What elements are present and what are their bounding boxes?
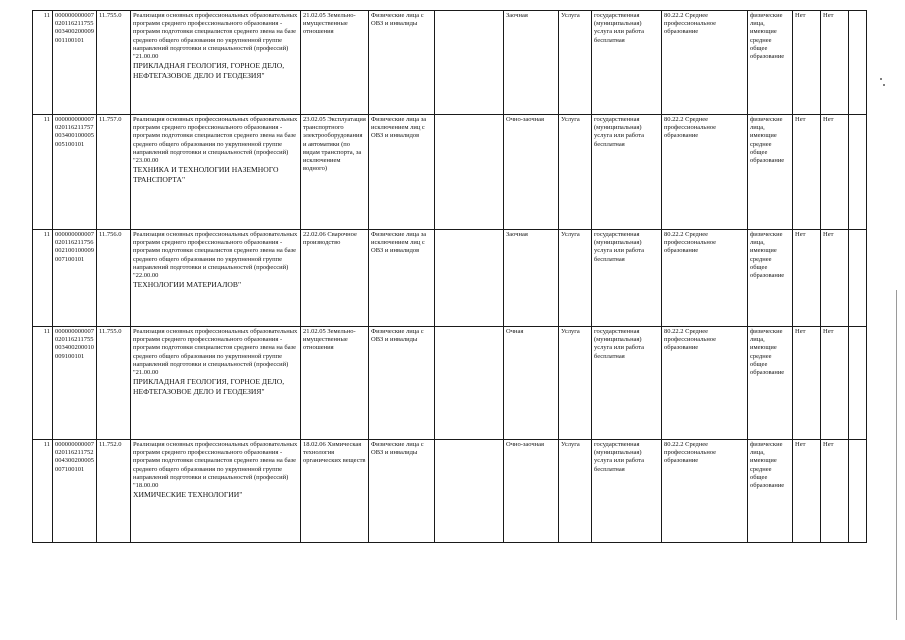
description-caps: ТЕХНОЛОГИИ МАТЕРИАЛОВ" [133,280,242,290]
description-text: Реализация основных профессиональных образовательных программ среднего профессионального образования - программ подготовки специалистов среднего звена на базе среднего общего образования по укрупненной группе направлений подготовки и специальностей (профессий) "21.00.00 [133,328,298,377]
description-text: Реализация основных профессиональных образовательных программ среднего профессионального образования - программ подготовки специалистов среднего звена на базе среднего общего образования по укрупненной группе направлений подготовки и специальностей (профессий) "23.00.00 [133,116,298,165]
consumers: физические лица, имеющие среднее общее образование [748,440,793,543]
scan-speck [883,84,885,86]
indicator-code: 11.752.0 [97,440,131,543]
consumers: физические лица, имеющие среднее общее образование [748,230,793,327]
scan-speck [880,78,882,80]
description-caps: ПРИКЛАДНАЯ ГЕОЛОГИЯ, ГОРНОЕ ДЕЛО, НЕФТЕГАЗОВОЕ ДЕЛО И ГЕОДЕЗИЯ" [133,377,285,397]
consumer-category: Физические лица с ОВЗ и инвалиды [369,327,435,440]
specialty: 21.02.05 Земельно-имущественные отношения [301,11,369,115]
study-form: Очная [504,327,559,440]
consumers: физические лица, имеющие среднее общее образование [748,327,793,440]
empty-cell [435,230,504,327]
payment-basis: государственная (муниципальная) услуга или работа бесплатная [592,327,662,440]
flag-2: Нет [821,327,849,440]
registry-code: 000000000007020116211755003400200009001100101 [53,11,97,115]
consumers: физические лица, имеющие среднее общее образование [748,11,793,115]
program-description [131,327,301,440]
consumer-category: Физические лица с ОВЗ и инвалиды [369,11,435,115]
description-caps: ПРИКЛАДНАЯ ГЕОЛОГИЯ, ГОРНОЕ ДЕЛО, НЕФТЕГАЗОВОЕ ДЕЛО И ГЕОДЕЗИЯ" [133,61,285,81]
table-row [33,327,867,440]
program-description [131,115,301,230]
row-number: 11 [33,327,53,440]
flag-1: Нет [793,115,821,230]
service-type: Услуга [559,230,592,327]
consumer-category: Физические лица за исключением лиц с ОВЗ и инвалидов [369,230,435,327]
flag-2: Нет [821,11,849,115]
specialty: 22.02.06 Сварочное производство [301,230,369,327]
service-type: Услуга [559,327,592,440]
empty-cell [849,440,867,543]
study-form: Заочная [504,11,559,115]
flag-2: Нет [821,230,849,327]
okved-activity: 80.22.2 Среднее профессиональное образование [662,11,748,115]
description-text: Реализация основных профессиональных образовательных программ среднего профессионального образования - программ подготовки специалистов среднего звена на базе среднего общего образования по укрупненной группе направлений подготовки и специальностей (профессий) "21.00.00 [133,12,298,61]
okved-activity: 80.22.2 Среднее профессиональное образование [662,115,748,230]
specialty: 21.02.05 Земельно-имущественные отношения [301,327,369,440]
program-description [131,11,301,115]
payment-basis: государственная (муниципальная) услуга или работа бесплатная [592,11,662,115]
program-description [131,440,301,543]
registry-code: 000000000007020116211757003400100005005100101 [53,115,97,230]
empty-cell [435,115,504,230]
registry-code: 000000000007020116211755003400200010009100101 [53,327,97,440]
service-type: Услуга [559,11,592,115]
study-form: Очно-заочная [504,115,559,230]
row-number: 11 [33,115,53,230]
specialty: 23.02.05 Эксплуатация транспортного электрооборудования и автоматики (по видам транспорта, за исключением водного) [301,115,369,230]
empty-cell [849,115,867,230]
indicator-code: 11.757.0 [97,115,131,230]
okved-activity: 80.22.2 Среднее профессиональное образование [662,440,748,543]
description-caps: ХИМИЧЕСКИЕ ТЕХНОЛОГИИ" [133,490,243,500]
flag-1: Нет [793,440,821,543]
description-text: Реализация основных профессиональных образовательных программ среднего профессионального образования - программ подготовки специалистов среднего звена на базе среднего общего образования по укрупненной группе направлений подготовки и специальностей (профессий) "22.00.00 [133,231,298,280]
okved-activity: 80.22.2 Среднее профессиональное образование [662,327,748,440]
registry-code: 000000000007020116211752004300200005007100101 [53,440,97,543]
row-number: 11 [33,230,53,327]
description-text: Реализация основных профессиональных образовательных программ среднего профессионального образования - программ подготовки специалистов среднего звена на базе среднего общего образования по укрупненной группе направлений подготовки и специальностей (профессий) "18.00.00 [133,441,298,490]
registry-code: 000000000007020116211756002100100009007100101 [53,230,97,327]
flag-1: Нет [793,11,821,115]
empty-cell [435,440,504,543]
description-caps: ТЕХНИКА И ТЕХНОЛОГИИ НАЗЕМНОГО ТРАНСПОРТА" [133,165,279,185]
table-row [33,115,867,230]
payment-basis: государственная (муниципальная) услуга или работа бесплатная [592,440,662,543]
flag-1: Нет [793,327,821,440]
empty-cell [435,327,504,440]
specialty: 18.02.06 Химическая технология органических веществ [301,440,369,543]
empty-cell [849,11,867,115]
flag-2: Нет [821,115,849,230]
consumer-category: Физические лица с ОВЗ и инвалиды [369,440,435,543]
scan-edge-line [896,290,897,620]
service-type: Услуга [559,115,592,230]
services-register-table [32,10,867,543]
table-row [33,440,867,543]
row-number: 11 [33,11,53,115]
indicator-code: 11.755.0 [97,11,131,115]
indicator-code: 11.756.0 [97,230,131,327]
payment-basis: государственная (муниципальная) услуга или работа бесплатная [592,115,662,230]
consumers: физические лица, имеющие среднее общее образование [748,115,793,230]
empty-cell [849,327,867,440]
payment-basis: государственная (муниципальная) услуга или работа бесплатная [592,230,662,327]
study-form: Очно-заочная [504,440,559,543]
flag-1: Нет [793,230,821,327]
empty-cell [849,230,867,327]
row-number: 11 [33,440,53,543]
flag-2: Нет [821,440,849,543]
okved-activity: 80.22.2 Среднее профессиональное образование [662,230,748,327]
table-row [33,11,867,115]
indicator-code: 11.755.0 [97,327,131,440]
program-description [131,230,301,327]
study-form: Заочная [504,230,559,327]
consumer-category: Физические лица за исключением лиц с ОВЗ и инвалидов [369,115,435,230]
service-type: Услуга [559,440,592,543]
empty-cell [435,11,504,115]
table-row [33,230,867,327]
